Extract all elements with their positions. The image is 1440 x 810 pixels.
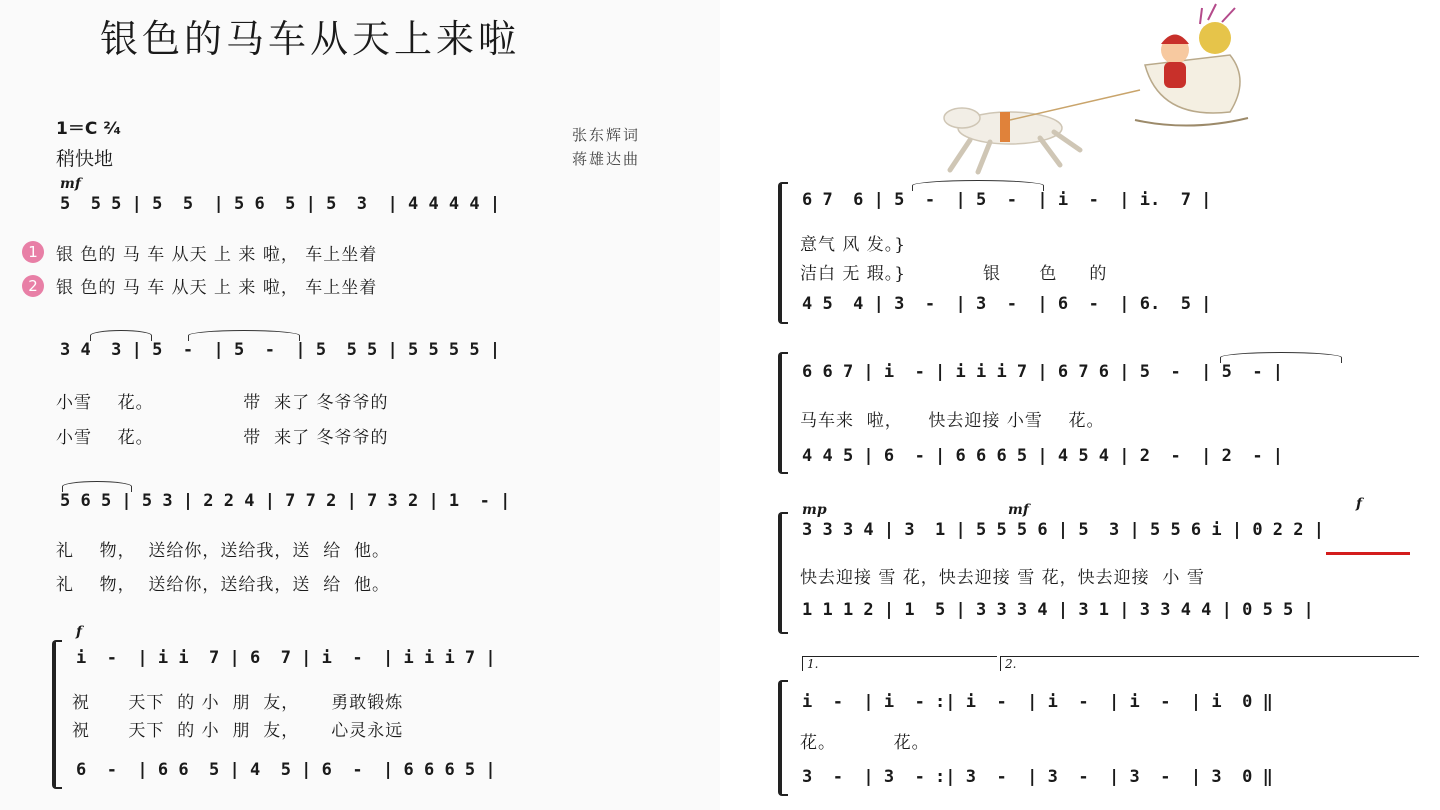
notation-line: 6 7 6 | 5 - | 5 - | i - | i. 7 | bbox=[802, 190, 1212, 210]
bass-line: 4 4 5 | 6 - | 6 6 6 5 | 4 5 4 | 2 - | 2 - | bbox=[802, 446, 1284, 466]
volta-bracket-2: 2. bbox=[1000, 656, 1419, 671]
reins bbox=[1010, 90, 1140, 120]
lyric-line: 花。 花。 bbox=[800, 733, 930, 753]
child-hat bbox=[1161, 35, 1189, 45]
notation-line: 6 6 7 | i - | i i i 7 | 6 7 6 | 5 - | 5 - | bbox=[802, 362, 1284, 382]
notation-line: 3 3 3 4 | 3 1 | 5 5 5 6 | 5 3 | 5 5 6 i | 0 2 2 | bbox=[802, 520, 1324, 540]
lyric-line: 快去迎接 雪 花，快去迎接 雪 花，快去迎接 小 雪 bbox=[800, 568, 1205, 588]
notation-line: i - | i i 7 | 6 7 | i - | i i i 7 | bbox=[76, 648, 496, 668]
tempo-marking: 稍快地 bbox=[56, 148, 114, 170]
gift-sack bbox=[1199, 22, 1231, 54]
notation-line: i - | i - :| i - | i - | i - | i 0 ‖ bbox=[802, 692, 1273, 712]
harness bbox=[1000, 112, 1010, 142]
dynamic-mark: f bbox=[1356, 496, 1363, 512]
notation-line: 3 4 3 | 5 - | 5 - | 5 5 5 | 5 5 5 5 | bbox=[60, 340, 501, 360]
lyricist-credit: 张东辉词 bbox=[572, 126, 641, 144]
notation-line: 5 6 5 | 5 3 | 2 2 4 | 7 7 2 | 7 3 2 | 1 - | bbox=[60, 491, 511, 511]
song-title: 银色的马车从天上来啦 bbox=[100, 17, 521, 61]
staff-brace bbox=[778, 352, 788, 474]
staff-brace bbox=[778, 512, 788, 634]
bass-line: 4 5 4 | 3 - | 3 - | 6 - | 6. 5 | bbox=[802, 294, 1212, 314]
composer-credit: 蒋雄达曲 bbox=[572, 150, 641, 168]
gift-candies bbox=[1200, 4, 1235, 24]
sleigh-body bbox=[1145, 55, 1240, 113]
sleigh-illustration bbox=[930, 0, 1260, 180]
child-coat bbox=[1164, 62, 1186, 88]
lyric-line: 祝 天下 的 小 朋 友， 心灵永远 bbox=[72, 721, 404, 741]
highlight-underline bbox=[1326, 552, 1410, 555]
sleigh-runner bbox=[1135, 118, 1248, 126]
dynamic-mark: mf bbox=[60, 176, 81, 192]
dynamic-mark: mp bbox=[802, 502, 827, 518]
lyric-line: 银 色的 马 车 从天 上 来 啦， 车上坐着 bbox=[56, 245, 378, 265]
lyric-line: 礼 物， 送给你，送给我，送 给 他。 bbox=[56, 541, 391, 561]
key-signature: 1＝C ²⁄₄ bbox=[56, 119, 121, 139]
notation-line: 5 5 5 | 5 5 | 5 6 5 | 5 3 | 4 4 4 4 | bbox=[60, 194, 501, 214]
verse-number-1: 1 bbox=[22, 241, 44, 263]
lyric-line: 马车来 啦， 快去迎接 小雪 花。 bbox=[800, 411, 1105, 431]
lyric-line: 祝 天下 的 小 朋 友， 勇敢锻炼 bbox=[72, 693, 404, 713]
bass-line: 3 - | 3 - :| 3 - | 3 - | 3 - | 3 0 ‖ bbox=[802, 767, 1273, 787]
volta-bracket-1: 1. bbox=[802, 656, 997, 671]
lyric-line: 洁白 无 瑕。} 银 色 的 bbox=[800, 264, 1108, 284]
bass-line: 1 1 1 2 | 1 5 | 3 3 3 4 | 3 1 | 3 3 4 4 | 0 5 5 | bbox=[802, 600, 1314, 620]
lyric-line: 银 色的 马 车 从天 上 来 啦， 车上坐着 bbox=[56, 278, 378, 298]
dynamic-mark: f bbox=[76, 624, 83, 640]
verse-number-2: 2 bbox=[22, 275, 44, 297]
lyric-line: 礼 物， 送给你，送给我，送 给 他。 bbox=[56, 575, 391, 595]
lyric-line: 意气 风 发。} bbox=[800, 235, 907, 255]
dynamic-mark: mf bbox=[1008, 502, 1029, 518]
staff-brace bbox=[52, 640, 62, 789]
staff-brace bbox=[778, 680, 788, 796]
lyric-line: 小雪 花。 带 来了 冬爷爷的 bbox=[56, 428, 389, 448]
lyric-line: 小雪 花。 带 来了 冬爷爷的 bbox=[56, 393, 389, 413]
staff-brace bbox=[778, 182, 788, 324]
horse-head bbox=[944, 108, 980, 128]
bass-line: 6 - | 6 6 5 | 4 5 | 6 - | 6 6 6 5 | bbox=[76, 760, 496, 780]
